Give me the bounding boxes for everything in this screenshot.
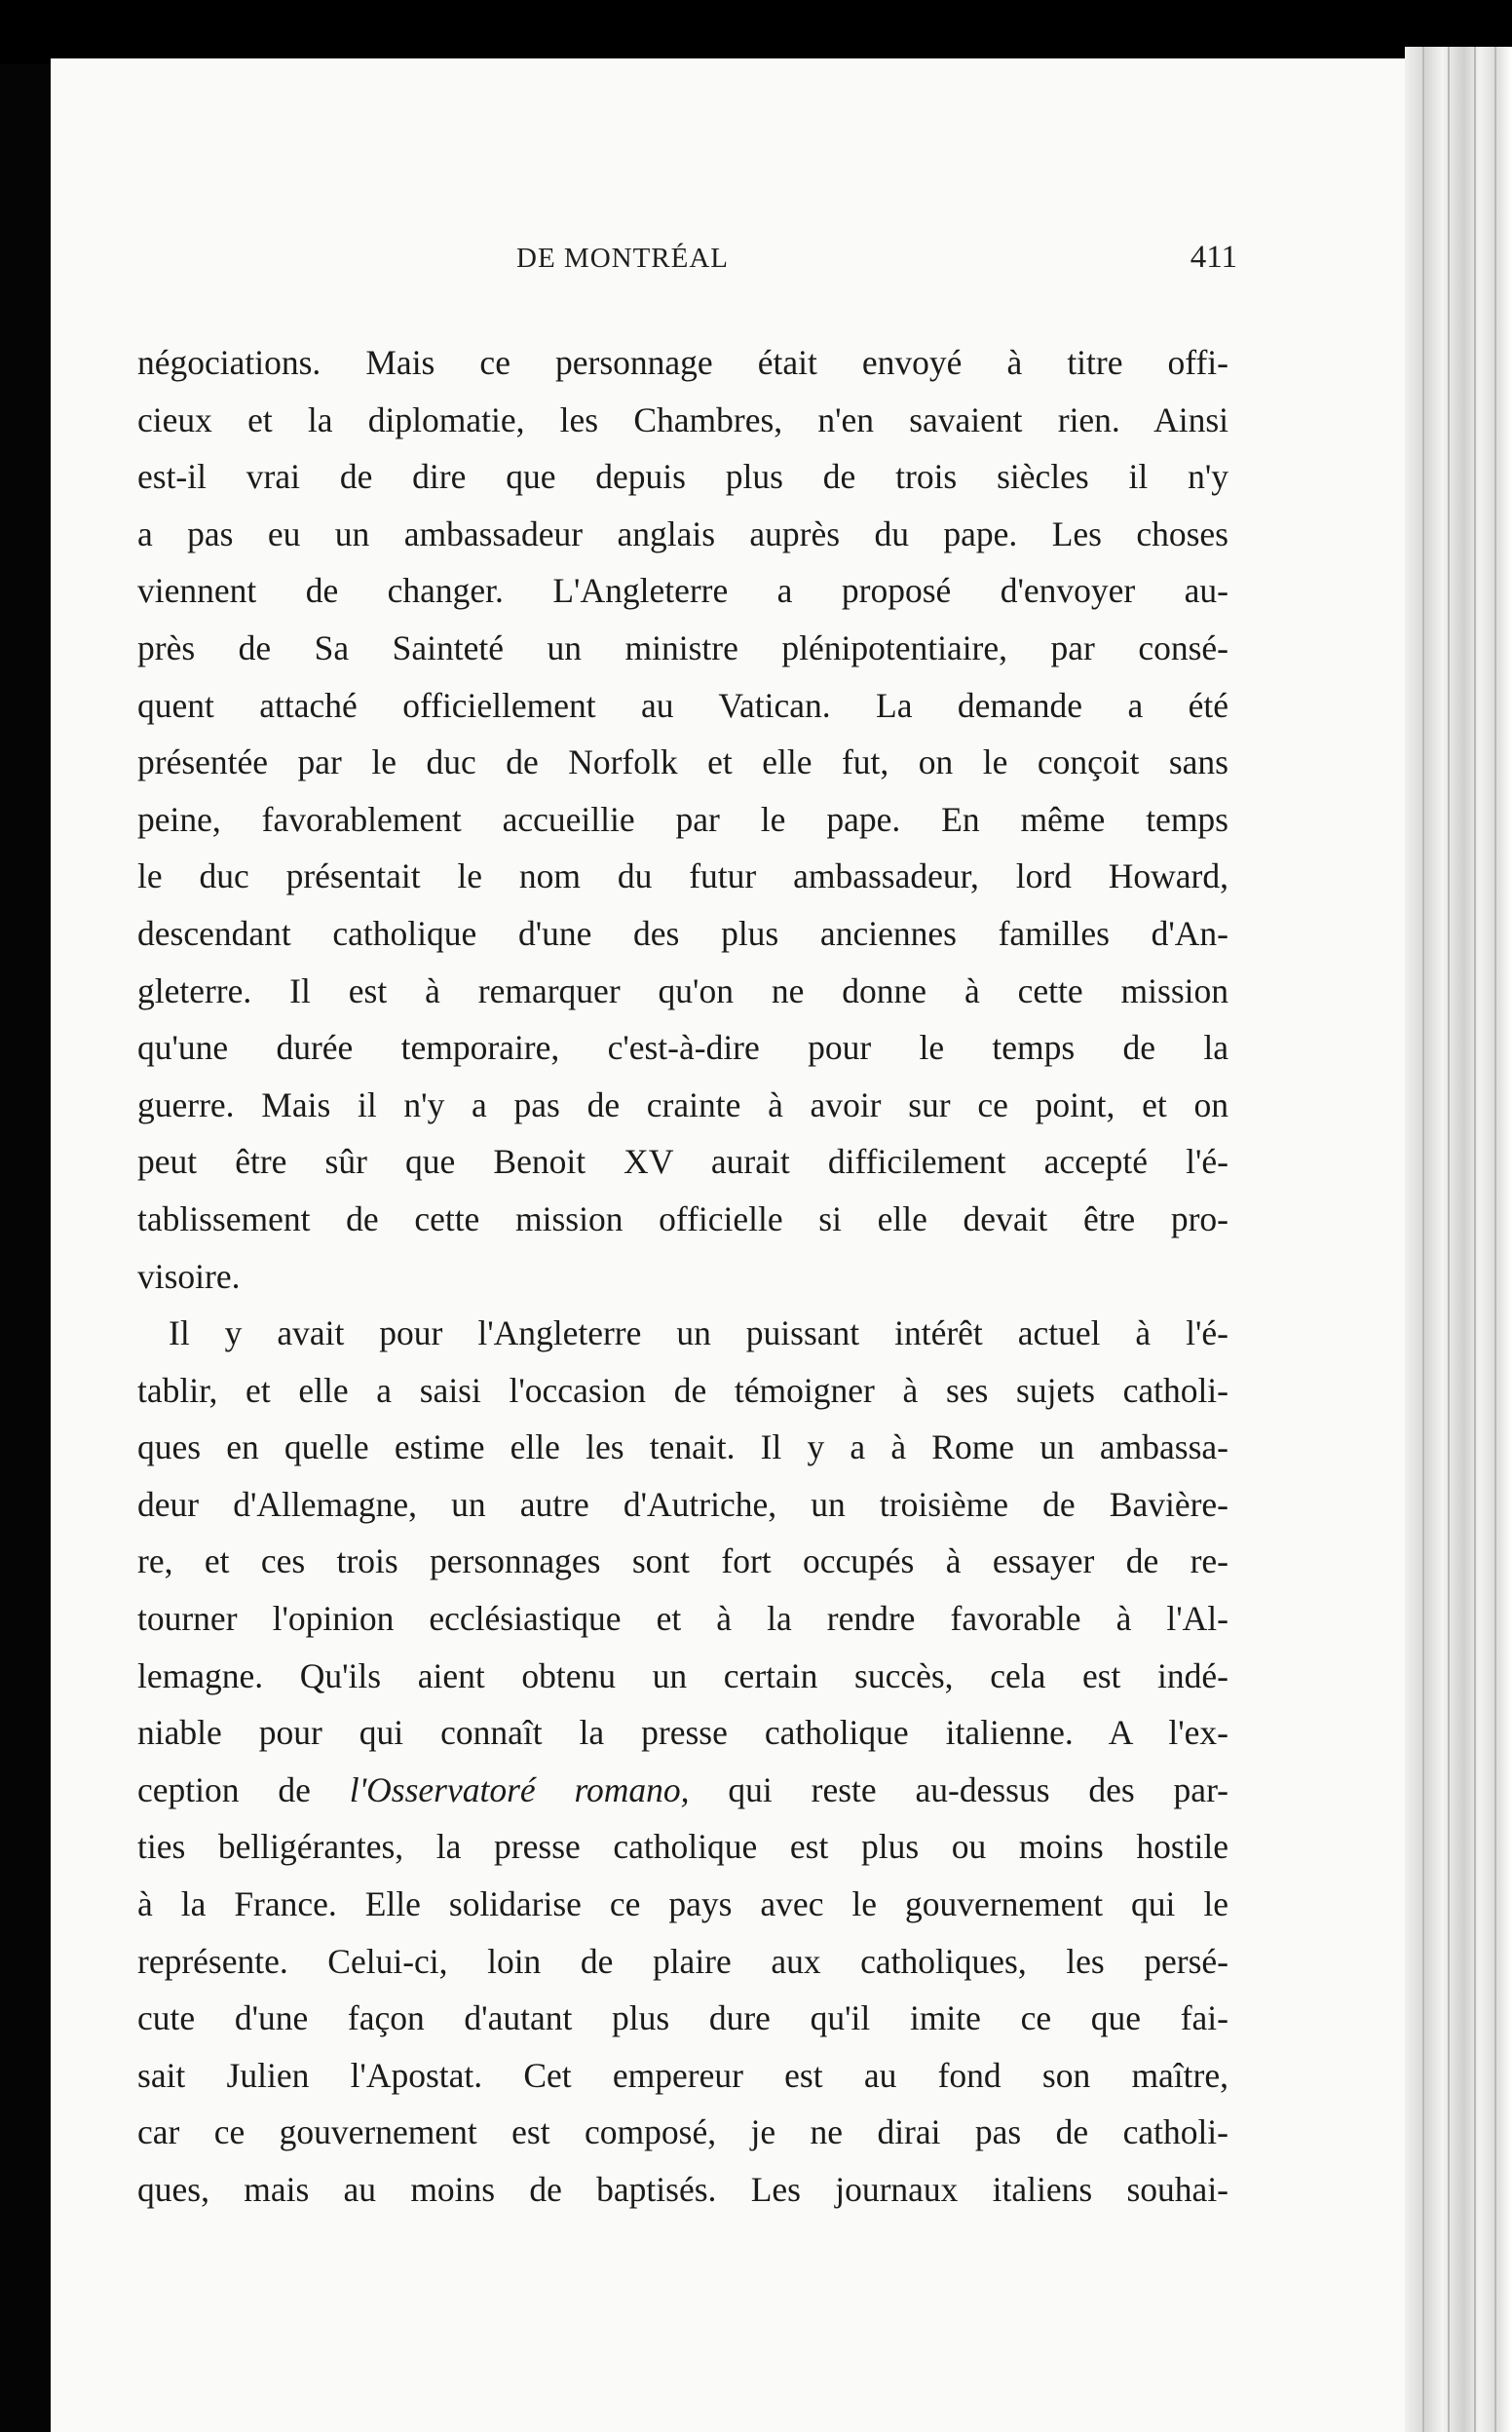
text-line: guerre. Mais il n'y a pas de crainte à avoir sur ce point, et on (137, 1084, 1228, 1124)
paragraph-1 (137, 334, 1228, 1305)
text-line-with-italic (137, 1762, 1228, 1819)
text-line: niable pour qui connaît la presse catholique italienne. A l'ex- (137, 1713, 1228, 1753)
book-page (51, 58, 1405, 2432)
text-line: lemagne. Qu'ils aient obtenu un certain succès, cela est indé- (137, 1655, 1228, 1695)
text-line: présentée par le duc de Norfolk et elle fut, on le conçoit sans (137, 742, 1228, 782)
text-line: ques, mais au moins de baptisés. Les journaux italiens souhai- (137, 2170, 1228, 2209)
text-line: sait Julien l'Apostat. Cet empereur est au fond son maître, (137, 2055, 1228, 2095)
text-line: peut être sûr que Benoit XV aurait difficilement accepté l'é- (137, 1142, 1228, 1182)
body-text (137, 334, 1228, 2219)
text-line: deur d'Allemagne, un autre d'Autriche, un troisième de Bavière- (137, 1484, 1228, 1524)
text-line: tablir, et elle a saisi l'occasion de témoigner à ses sujets catholi- (137, 1370, 1228, 1410)
text-line: ques en quelle estime elle les tenait. Il y a à Rome un ambassa- (137, 1427, 1228, 1467)
text-line: peine, favorablement accueillie par le pape. En même temps (137, 799, 1228, 839)
text-line: est-il vrai de dire que depuis plus de trois siècles il n'y (137, 457, 1228, 497)
text-line: descendant catholique d'une des plus anciennes familles d'An- (137, 913, 1228, 953)
text-fragment: ception de (137, 1769, 350, 1809)
page-number: 411 (1190, 240, 1237, 275)
text-line: cute d'une façon d'autant plus dure qu'il imite ce que fai- (137, 1998, 1228, 2038)
page-edges-stack (1405, 47, 1512, 2432)
text-line: qu'une durée temporaire, c'est-à-dire pour le temps de la (137, 1028, 1228, 1068)
text-line: tourner l'opinion ecclésiastique et à la rendre favorable à l'Al- (137, 1599, 1228, 1639)
text-line: négociations. Mais ce personnage était envoyé à titre offi- (137, 343, 1228, 382)
text-line: a pas eu un ambassadeur anglais auprès du pape. Les choses (137, 513, 1228, 553)
text-line: Il y avait pour l'Angleterre un puissant intérêt actuel à l'é- (169, 1313, 1228, 1353)
newspaper-title: l'Osservatoré romano, (349, 1769, 690, 1809)
scan-left-border (0, 64, 51, 2432)
running-head: DE MONTRÉAL (516, 243, 730, 274)
text-line: près de Sa Sainteté un ministre plénipotentiaire, par consé- (137, 627, 1228, 667)
text-line: car ce gouvernement est composé, je ne dirai pas de catholi- (137, 2112, 1228, 2152)
text-line: gleterre. Il est à remarquer qu'on ne donne à cette mission (137, 970, 1228, 1010)
text-line: re, et ces trois personnages sont fort occupés à essayer de re- (137, 1541, 1228, 1581)
text-line: tablissement de cette mission officielle si elle devait être pro- (137, 1198, 1228, 1238)
page-header (516, 240, 1237, 276)
text-line: viennent de changer. L'Angleterre a proposé d'envoyer au- (137, 571, 1228, 611)
text-line: quent attaché officiellement au Vatican. La demande a été (137, 685, 1228, 725)
text-line: ties belligérantes, la presse catholique est plus ou moins hostile (137, 1827, 1228, 1867)
text-fragment: qui reste au-dessus des par- (689, 1769, 1228, 1809)
paragraph-2 (137, 1305, 1228, 2219)
text-line: représente. Celui-ci, loin de plaire aux catholiques, les persé- (137, 1941, 1228, 1981)
text-line: le duc présentait le nom du futur ambassadeur, lord Howard, (137, 856, 1228, 896)
text-line: cieux et la diplomatie, les Chambres, n'en savaient rien. Ainsi (137, 399, 1228, 439)
scan-top-border (0, 0, 1512, 64)
text-line: visoire. (137, 1256, 241, 1296)
text-line: à la France. Elle solidarise ce pays avec le gouvernement qui le (137, 1884, 1228, 1924)
